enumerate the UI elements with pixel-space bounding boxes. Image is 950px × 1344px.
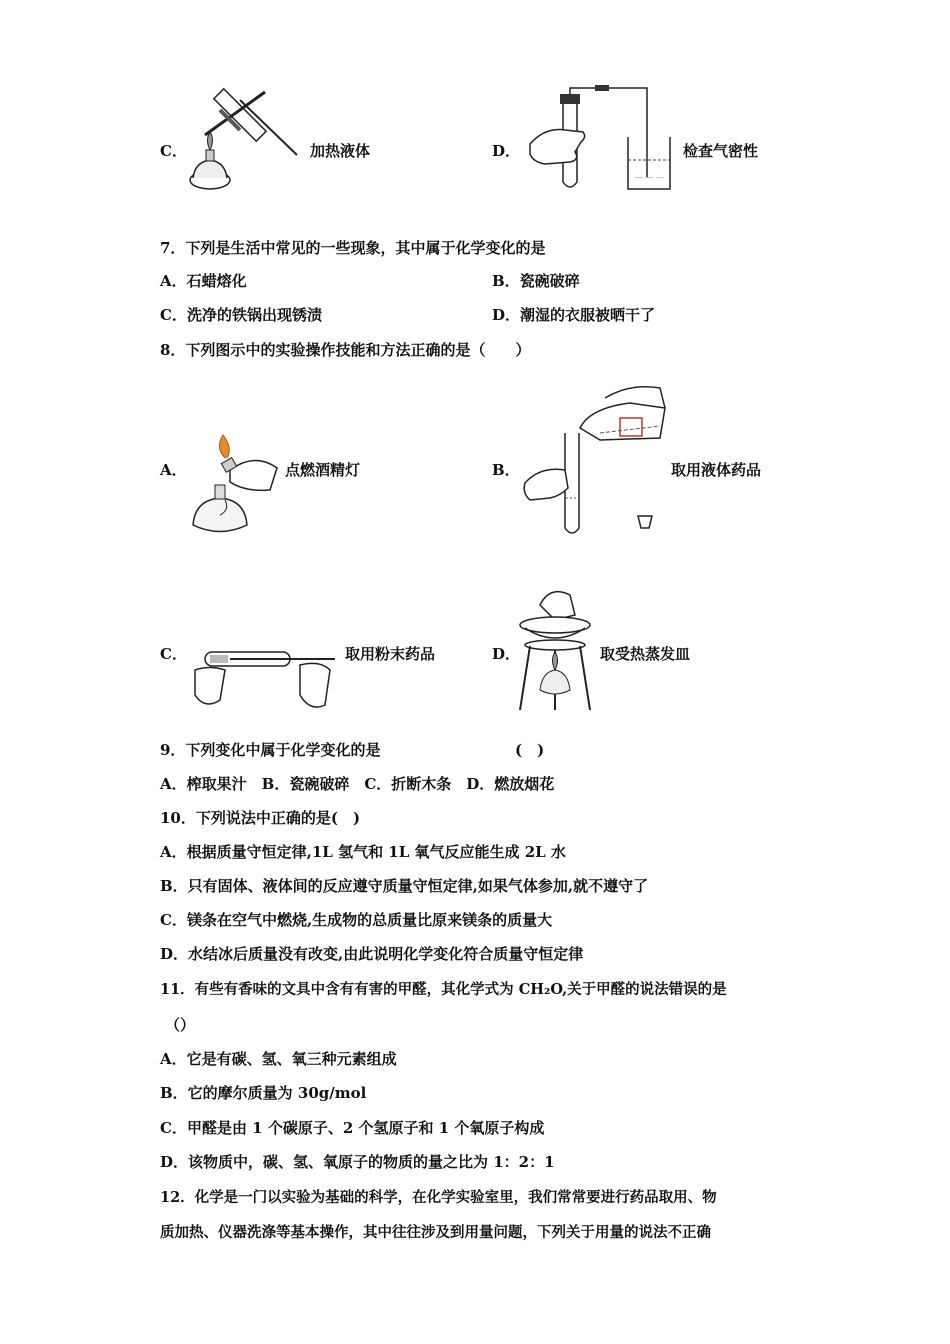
- heating-liquid-illustration: [185, 80, 305, 195]
- q7-option-d: D．潮湿的衣服被晒干了: [492, 306, 656, 324]
- q8-option-c-caption: 取用粉末药品: [345, 645, 436, 663]
- evaporating-dish-illustration: [515, 580, 595, 715]
- option-c-label: C．: [160, 142, 187, 160]
- q10-option-b: B．只有固体、液体间的反应遵守质量守恒定律,如果气体参加,就不遵守了: [160, 877, 649, 895]
- q10-option-d: D．水结冰后质量没有改变,由此说明化学变化符合质量守恒定律: [160, 945, 584, 963]
- q10-option-c: C．镁条在空气中燃烧,生成物的总质量比原来镁条的质量大: [160, 911, 553, 929]
- q7-stem: 7．下列是生活中常见的一些现象，其中属于化学变化的是: [160, 239, 546, 257]
- q8-option-b-label: B．: [492, 461, 520, 479]
- q12-line-2: 质加热、仪器洗涤等基本操作，其中往往涉及到用量问题，下列关于用量的说法不正确: [160, 1224, 711, 1241]
- q11-answer-paren: （）: [165, 1016, 196, 1034]
- airtightness-check-illustration: [525, 82, 680, 197]
- q12-line-1: 12．化学是一门以实验为基础的科学，在化学实验室里，我们常常要进行药品取用、物: [160, 1189, 717, 1206]
- q11-option-d: D．该物质中，碳、氢、氧原子的物质的量之比为 1：2：1: [160, 1153, 555, 1171]
- q11-option-c: C．甲醛是由 1 个碳原子、2 个氢原子和 1 个氧原子构成: [160, 1119, 545, 1137]
- option-d-caption: 检查气密性: [683, 142, 759, 160]
- q8-option-b-caption: 取用液体药品: [671, 461, 762, 479]
- lighting-alcohol-lamp-illustration: [185, 430, 285, 545]
- q7-option-b: B．瓷碗破碎: [492, 272, 580, 290]
- q9-options: A．榨取果汁 B．瓷碗破碎 C．折断木条 D．燃放烟花: [160, 775, 555, 793]
- q11-option-a: A．它是有碳、氢、氧三种元素组成: [160, 1050, 397, 1068]
- option-d-label: D．: [492, 142, 521, 160]
- option-c-caption: 加热液体: [310, 142, 371, 160]
- q8-stem: 8．下列图示中的实验操作技能和方法正确的是（ ）: [160, 341, 531, 359]
- svg-text:＿ ＿ ＿: ＿ ＿ ＿: [635, 170, 665, 179]
- q8-option-c-label: C．: [160, 645, 187, 663]
- q11-option-b: B．它的摩尔质量为 30g/mol: [160, 1084, 367, 1102]
- q8-option-a-label: A．: [160, 461, 187, 479]
- pouring-liquid-illustration: [520, 378, 670, 538]
- taking-powder-illustration: [190, 640, 340, 715]
- q10-stem: 10．下列说法中正确的是( ): [160, 809, 361, 827]
- q11-stem: 11．有些有香味的文具中含有有害的甲醛，其化学式为 CH₂O,关于甲醛的说法错误的是: [160, 981, 727, 998]
- q10-option-a: A．根据质量守恒定律,1L 氢气和 1L 氧气反应能生成 2L 水: [160, 843, 566, 861]
- q7-option-a: A．石蜡熔化: [160, 272, 247, 290]
- q8-option-d-caption: 取受热蒸发皿: [600, 645, 691, 663]
- q7-option-c: C．洗净的铁锅出现锈渍: [160, 306, 322, 324]
- q9-answer-paren: ( ): [515, 741, 545, 759]
- q9-stem: 9．下列变化中属于化学变化的是: [160, 741, 381, 759]
- q8-option-d-label: D．: [492, 645, 521, 663]
- q8-option-a-caption: 点燃酒精灯: [285, 461, 361, 479]
